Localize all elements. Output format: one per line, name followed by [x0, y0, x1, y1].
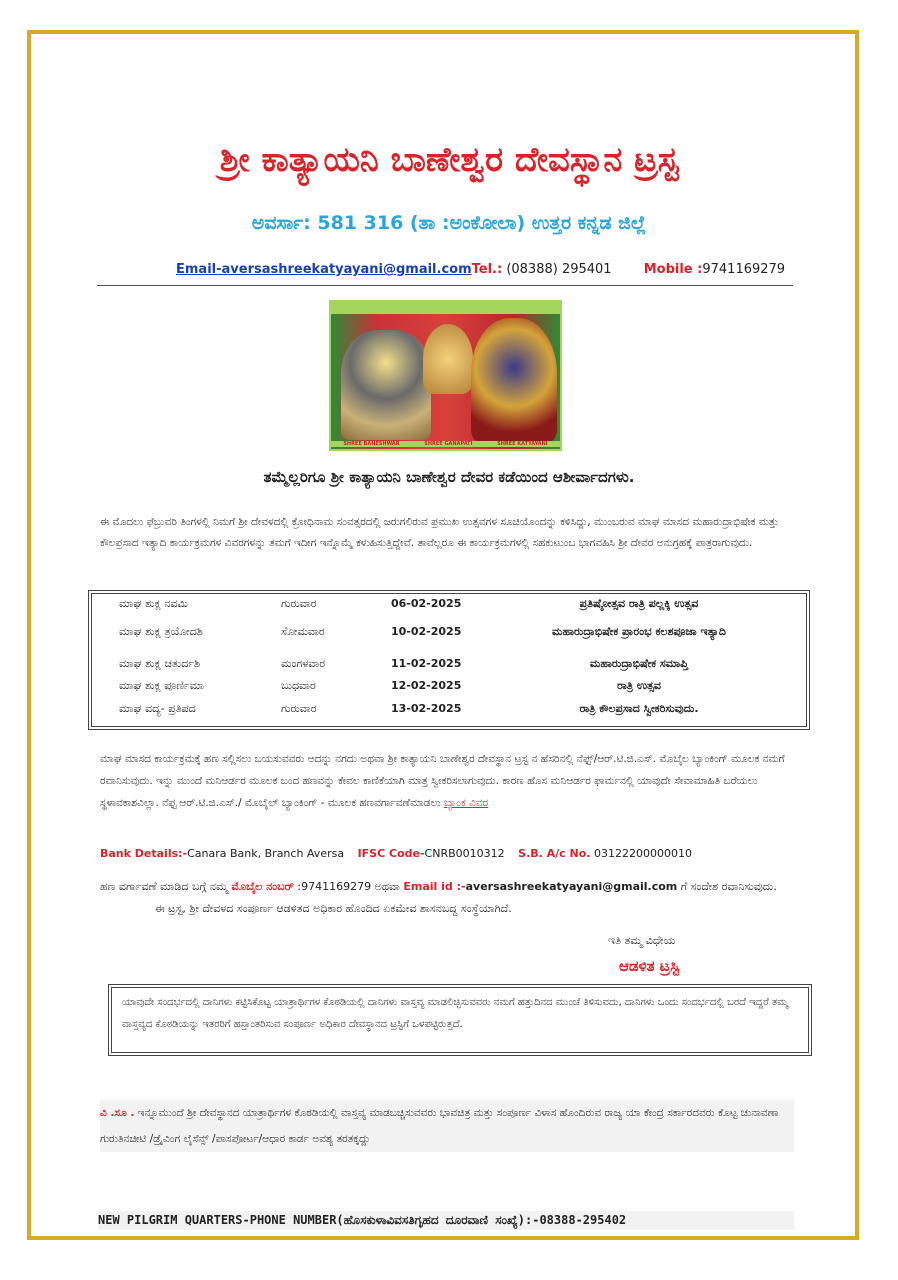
mobile-label: ಮೊಬೈಲ ನಂಬರ್ — [231, 880, 294, 893]
tithi-cell: ಮಾಘ ಶುಕ್ಲ ನವಮಿ — [119, 597, 189, 610]
note-label: ವಿ .ಸೂ . — [100, 1107, 135, 1119]
intro-paragraph: ಈ ಮೊದಲು ಫೆಬ್ರುವರಿ ತಿಂಗಳಲ್ಲಿ ನಿಮಗೆ ಶ್ರೀ ದೇವಳದಲ್ಲಿ ಕ್ರೋಧಿನಾಮ ಸಂವತ್ಸರದಲ್ಲಿ ಜರುಗಲಿರುವ ಪ್ರಮುಖ ಉತ್ಸವಗಳ ಸೂಚಿಯೊಂದನ್ನು ಕಳಿಸಿದ್ದು, ಮುಂಬರುವ ಮಾಘ ಮಾಸದ ಮಹಾರುದ್ರಾಭಿಷೇಕ ಮತ್ತು ಕೌಲಪ್ರಸಾದ ಇತ್ಯಾದಿ ಕಾರ್ಯಕ್ರಮಗಳ ವಿವರಗಳನ್ನು ತಮಗೆ ಇದೀಗ ಇನ್ನೊಮ್ಮೆ ಕಳುಹಿಸುತ್ತಿದ್ದೇವೆ. ತಾವೆಲ್ಲರೂ ಈ ಕಾರ್ಯಕ್ರಮಗಳಲ್ಲಿ ಸಹಕುಟುಂಬ ಭಾಗವಹಿಸಿ ಶ್ರೀ ದೇವರ ಅನುಗ್ರಹಕ್ಕೆ ಪಾತ್ರರಾಗುವುದು. — [100, 516, 779, 549]
ifsc-value: CNRB0010312 — [424, 847, 505, 860]
table-row — [89, 676, 811, 696]
table-row — [89, 622, 811, 642]
tithi-cell: ಮಾಘ ಶುಕ್ಲ ಚತುರ್ದಶಿ — [119, 657, 201, 670]
blessing-heading: ತಮ್ಮೆಲ್ಲರಿಗೂ ಶ್ರೀ ಕಾತ್ಯಾಯನಿ ಬಾಣೇಶ್ವರ ದೇವರ ಕಡೆಯಿಂದ ಆಶೀರ್ವಾದಗಳು. — [263, 468, 635, 486]
contact-line — [176, 262, 785, 277]
signature-title: ಆಡಳಿತ ಟ್ರಸ್ಟಿ — [619, 957, 680, 975]
day-cell: ಬುಧವಾರ — [281, 679, 316, 692]
table-row — [89, 699, 811, 719]
bank-details-link[interactable]: ಬ್ಯಾಂಕ ವಿವರ — [443, 797, 489, 809]
day-cell: ಮಂಗಳವಾರ — [281, 657, 326, 670]
disclaimer-box — [108, 984, 812, 1056]
note-text: ಇನ್ನೂಮುಂದೆ ಶ್ರೀ ದೇವಸ್ಥಾನದ ಯಾತ್ರಾರ್ಥಿಗಳ ಕೊಠಡಿಯಲ್ಲಿ ವಾಸ್ತವ್ಯ ಮಾಡಬಚ್ಚಿಸುವವರು ಭಾವಚಿತ್ರ ಮತ್ತು ಸಂಪೂರ್ಣ ವಿಳಾಸ ಹೊಂದಿರುವ ರಾಜ್ಯ ಯಾ ಕೇಂದ್ರ ಸರ್ಕಾರದವರು ಕೊಟ್ಟ ಚುನಾವಣಾ ಗುರುತಿನಚೀಟಿ /ಡ್ರೈವಿಂಗ ಲೈಸೆನ್ಸ್ /ಪಾಸಪೋರ್ಟ/ಆಧಾರ ಕಾರ್ಡ ಅವಶ್ಯ ತರತಕ್ಕದ್ದು — [100, 1107, 779, 1145]
notice-post: ಗೆ ಸಂದೇಶ ರವಾನಿಸುವುದು. — [677, 880, 777, 893]
account-value: 03122200000010 — [590, 847, 692, 860]
pilgrim-quarters-phone: NEW PILGRIM QUARTERS-PHONE NUMBER(ಹೊಸಕುಳಾವಿವಸತಿಗೃಹದ ದೂರವಾಣಿ ಸಂಖ್ಯೆ):-08388-295402 — [98, 1211, 794, 1230]
email-link[interactable]: Email-aversashreekatyayani@gmail.com — [176, 262, 472, 277]
day-cell: ಗುರುವಾರ — [281, 597, 317, 610]
photo-top-band — [331, 302, 560, 314]
day-cell: ಸೋಮವಾರ — [281, 625, 325, 638]
table-row — [89, 654, 811, 674]
bank-name: Canara Bank, Branch Aversa — [187, 847, 345, 860]
disclaimer-text: ಯಾವುದೇ ಸಂದರ್ಭದಲ್ಲಿ ದಾನಿಗಳು ಕಟ್ಟಿಸಿಕೊಟ್ಟ ಯಾತ್ರಾರ್ಥಿಗಳ ಕೊಠಡಿಯಲ್ಲಿ ದಾನಿಗಳು ವಾಸ್ತವ್ಯ ಮಾಡಲಿಚ್ಛಿಸುವವರು ನಮಗೆ ಹತ್ತುದಿನದ ಮುಂಚೆ ತಿಳಿಸುವದು, ದಾನಿಗಳು ಒಂದು ಸಂದರ್ಭದಲ್ಲಿ ಬರದೆ ಇದ್ದರೆ ತಮ್ಮ ವಾಸ್ತವ್ಯದ ಕೊಠಡಿಯನ್ನು ಇತರರಿಗೆ ಹಸ್ತಾಂತರಿಸುವ ಸಂಪೂರ್ಣ ಅಧಿಕಾರ ದೇವಸ್ಥಾನದ ಟ್ರಸ್ಟಿಗೆ ಒಳಪಟ್ಟಿರುತ್ತದೆ. — [111, 987, 809, 1053]
event-cell: ರಾತ್ರಿ ಉತ್ಸವ — [617, 679, 661, 692]
donation-paragraph — [100, 748, 804, 814]
photo-captions — [331, 441, 560, 447]
tithi-cell: ಮಾಘ ವದ್ಯ- ಪ್ರತಿಪದ — [119, 702, 196, 715]
email-label: Email id :- — [403, 880, 466, 893]
photo-caption: SHREE BANESHWAR — [343, 441, 400, 447]
signature-closing: ಇತಿ ತಮ್ಮ ವಿಧೇಯ — [608, 934, 676, 947]
header-divider — [97, 285, 793, 286]
page-title: ಶ್ರೀ ಕಾತ್ಯಾಯನಿ ಬಾಣೇಶ್ವರ ದೇವಸ್ಥಾನ ಟ್ರಸ್ಟ — [219, 140, 679, 180]
date-cell: 11-02-2025 — [391, 657, 462, 670]
event-cell: ಪ್ರತಿಷ್ಠೋತ್ಸವ ರಾತ್ರಿ ಪಲ್ಲಕ್ಕಿ ಉತ್ಸವ — [579, 597, 699, 610]
mobile-value: 9741169279 — [702, 262, 786, 277]
notice-email[interactable]: aversashreekatyayani@gmail.com — [465, 880, 678, 893]
date-cell: 06-02-2025 — [391, 597, 462, 610]
tithi-cell: ಮಾಘ ಶುಕ್ಲ ತ್ರಯೋದಶಿ — [119, 625, 203, 638]
account-label: S.B. A/c No. — [518, 847, 591, 860]
tithi-cell: ಮಾಘ ಶುಕ್ಲ ಪೂರ್ಣಿಮಾ — [119, 679, 205, 692]
address-line: ಅವರ್ಸಾ: 581 316 (ತಾ :ಅಂಕೋಲಾ) ಉತ್ತರ ಕನ್ನಡ ಜಿಲ್ಲೆ — [251, 212, 647, 234]
notice-mobile: :9741169279 ಅಥವಾ — [293, 880, 404, 893]
date-cell: 10-02-2025 — [391, 625, 462, 638]
katyayani-idol-image — [471, 318, 557, 442]
event-cell: ಮಹಾರುದ್ರಾಭಿಷೇಕ ಸಮಾಪ್ತಿ — [589, 657, 689, 670]
photo-caption: SHREE KATYAYANI — [497, 441, 548, 447]
event-cell: ಮಹಾರುದ್ರಾಭಿಷೇಕ ಪ್ರಾರಂಭ ಕಲಶಪೂಜಾ ಇತ್ಯಾದಿ — [551, 625, 726, 638]
donation-text: ಮಾಘ ಮಾಸದ ಕಾರ್ಯಕ್ರಮಕ್ಕೆ ಹಣ ಸಲ್ಲಿಸಲು ಬಯಸುವವರು ಅದನ್ನು ನಗದು ಅಥವಾ ಶ್ರೀ ಕಾತ್ಯಾಯನಿ ಬಾಣೇಶ್ವರ ದೇವಸ್ಥಾನ ಟ್ರಸ್ಟ ನ ಹೆಸರಿನಲ್ಲಿ ನೆಫ್ಟ್/ಆರ್.ಟಿ.ಜಿ.ಎಸ್. ಮೊಬೈಲ ಬ್ಯಾಂಕಿಂಗ್ ಮೂಲಕ ನಮಗೆ ರವಾನಿಸುವುದು. ಇನ್ನು ಮುಂದೆ ಮನಿಆರ್ಡರ ಮೂಲಕ ಬಂದ ಹಣವನ್ನು ಕೇವಲ ಕಾಣಿಕೆಯಾಗಿ ಮಾತ್ರ ಸ್ವೀಕರಿಸಲಾಗುವುದು. ಕಾರಣ ಹೊಸ ಮನಿಆರ್ಡರ ಫಾರ್ಮನಲ್ಲಿ ಯಾವುದೇ ಸೇವಾಮಾಹಿತಿ ಬರೆಯಲು ಸ್ಥಳಾವಕಾಶವಿಲ್ಲಾ. ನೆಫ್ಟ ಆರ್.ಟಿ.ಜಿ.ಎಸ್./ ಮೊಬೈಲ್ ಬ್ಯಾಂಕಿಂಗ್ - ಮೂಲಕ ಹಣವರ್ಗಾವಣೆಮಾಡಲು — [100, 753, 785, 809]
ganapati-idol-image — [423, 324, 473, 394]
bank-details-line — [100, 847, 692, 860]
transfer-notice — [100, 876, 804, 920]
ifsc-label: IFSC Code- — [357, 847, 425, 860]
note-paragraph — [100, 1100, 794, 1152]
event-cell: ರಾತ್ರಿ ಕೌಲಪ್ರಸಾದ ಸ್ವೀಕರಿಸುವುದು. — [579, 702, 699, 715]
notice-line-1 — [100, 876, 804, 898]
date-cell: 13-02-2025 — [391, 702, 462, 715]
notice-line-2: ಈ ಟ್ರಸ್ಟ, ಶ್ರೀ ದೇವಳದ ಸಂಪೂರ್ಣ ಆಡಳಿತದ ಅಧಿಕಾರ ಹೊಂದಿದ ಏಕಮೇವ ಶಾಸನಬದ್ದ ಸಂಸ್ಥೆಯಾಗಿದೆ. — [155, 902, 512, 915]
notice-pre: ಹಣ ವರ್ಗಾವಣೆ ಮಾಡಿದ ಬಗ್ಗೆ ನಮ್ಮ — [100, 880, 232, 893]
deity-photo — [329, 300, 562, 451]
table-row — [89, 594, 811, 614]
day-cell: ಗುರುವಾರ — [281, 702, 317, 715]
mobile-label: Mobile : — [643, 262, 703, 277]
tel-label: Tel.: — [471, 262, 503, 277]
tel-value: (08388) 295401 — [502, 262, 612, 277]
photo-caption: SHREE GANAPATI — [424, 441, 473, 447]
date-cell: 12-02-2025 — [391, 679, 462, 692]
baneshwar-idol-image — [341, 330, 431, 440]
bank-label: Bank Details:- — [100, 847, 188, 860]
schedule-table — [88, 590, 810, 730]
